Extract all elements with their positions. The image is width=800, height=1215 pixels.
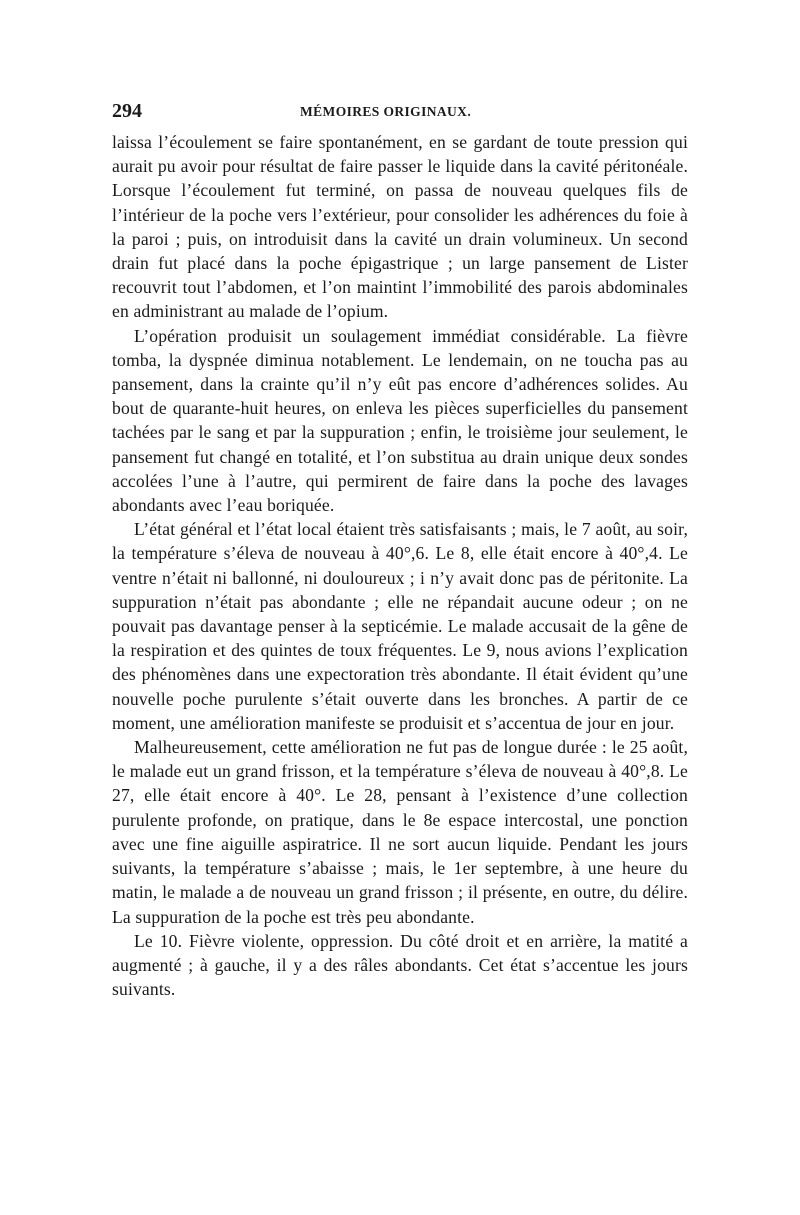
page-header [112,100,688,122]
body-text [112,130,688,1001]
running-title: MÉMOIRES ORIGINAUX. [300,104,472,119]
paragraph-day-ten: Le 10. Fièvre violente, oppression. Du côté droit et en arrière, la matité a augmenté ; à gauche, il y a des râles abondants. Cet état s’accentue les jours suivants. [112,930,688,1000]
paragraph-relapse: Malheureusement, cette amélioration ne fut pas de longue durée : le 25 août, le malade eut un grand frisson, et la température s’éleva de nouveau à 40°,8. Le 27, elle était encore à 40°. Le 28, pensant à l’existence d’une collection purulente profonde, on pratique, dans le 8e espace intercostal, une ponction avec une fine aiguille aspiratrice. Il ne sort aucun liquide. Pendant les jours suivants, la température s’abaisse ; mais, le 1er septembre, à une heure du matin, le malade a de nouveau un grand frisson ; il présente, en outre, du délire. La suppuration de la poche est très peu abondante. [112,737,688,927]
page-number: 294 [112,100,142,122]
paragraph-continuation: laissa l’écoulement se faire spontanément, en se gardant de toute pression qui aurait pu avoir pour résultat de faire passer le liquide dans la cavité péritonéale. Lorsque l’écoulement fut terminé, on passa de nouveau quelques fils de l’intérieur de la poche vers l’extérieur, pour consolider les adhérences du foie à la paroi ; puis, on introduisit dans la cavité un drain volumineux. Un second drain fut placé dans la poche épigastrique ; un large pansement de Lister recouvrit tout l’abdomen, et l’on maintint l’immobilité des parois abdominales en administrant au malade de l’opium. [112,132,688,322]
paragraph-operation: L’opération produisit un soulagement immédiat considérable. La fièvre tomba, la dyspnée diminua notablement. Le lendemain, on ne toucha pas au pansement, dans la crainte qu’il n’y eût pas encore d’adhérences solides. Au bout de quarante-huit heures, on enleva les pièces superficielles du pansement tachées par le sang et par la suppuration ; enfin, le troisième jour seulement, le pansement fut changé en totalité, et l’on substitua au drain unique deux sondes accolées l’une à l’autre, qui permirent de faire dans la poche des lavages abondants avec l’eau boriquée. [112,325,688,516]
paragraph-general-state: L’état général et l’état local étaient très satisfaisants ; mais, le 7 août, au soir, la température s’éleva de nouveau à 40°,6. Le 8, elle était encore à 40°,4. Le ventre n’était ni ballonné, ni douloureux ; i n’y avait donc pas de péritonite. La suppuration n’était pas abondante ; elle ne répandait aucune odeur ; on ne pouvait pas davantage penser à la septicémie. Le malade accusait de la gêne de la respiration et des quintes de toux fréquentes. Le 9, nous avions l’explication des phénomènes dans une expectoration très abondante. Il était évident qu’une nouvelle poche purulente s’était ouverte dans les bronches. A partir de ce moment, une amélioration manifeste se produisit et s’accentua de jour en jour. [112,519,688,733]
